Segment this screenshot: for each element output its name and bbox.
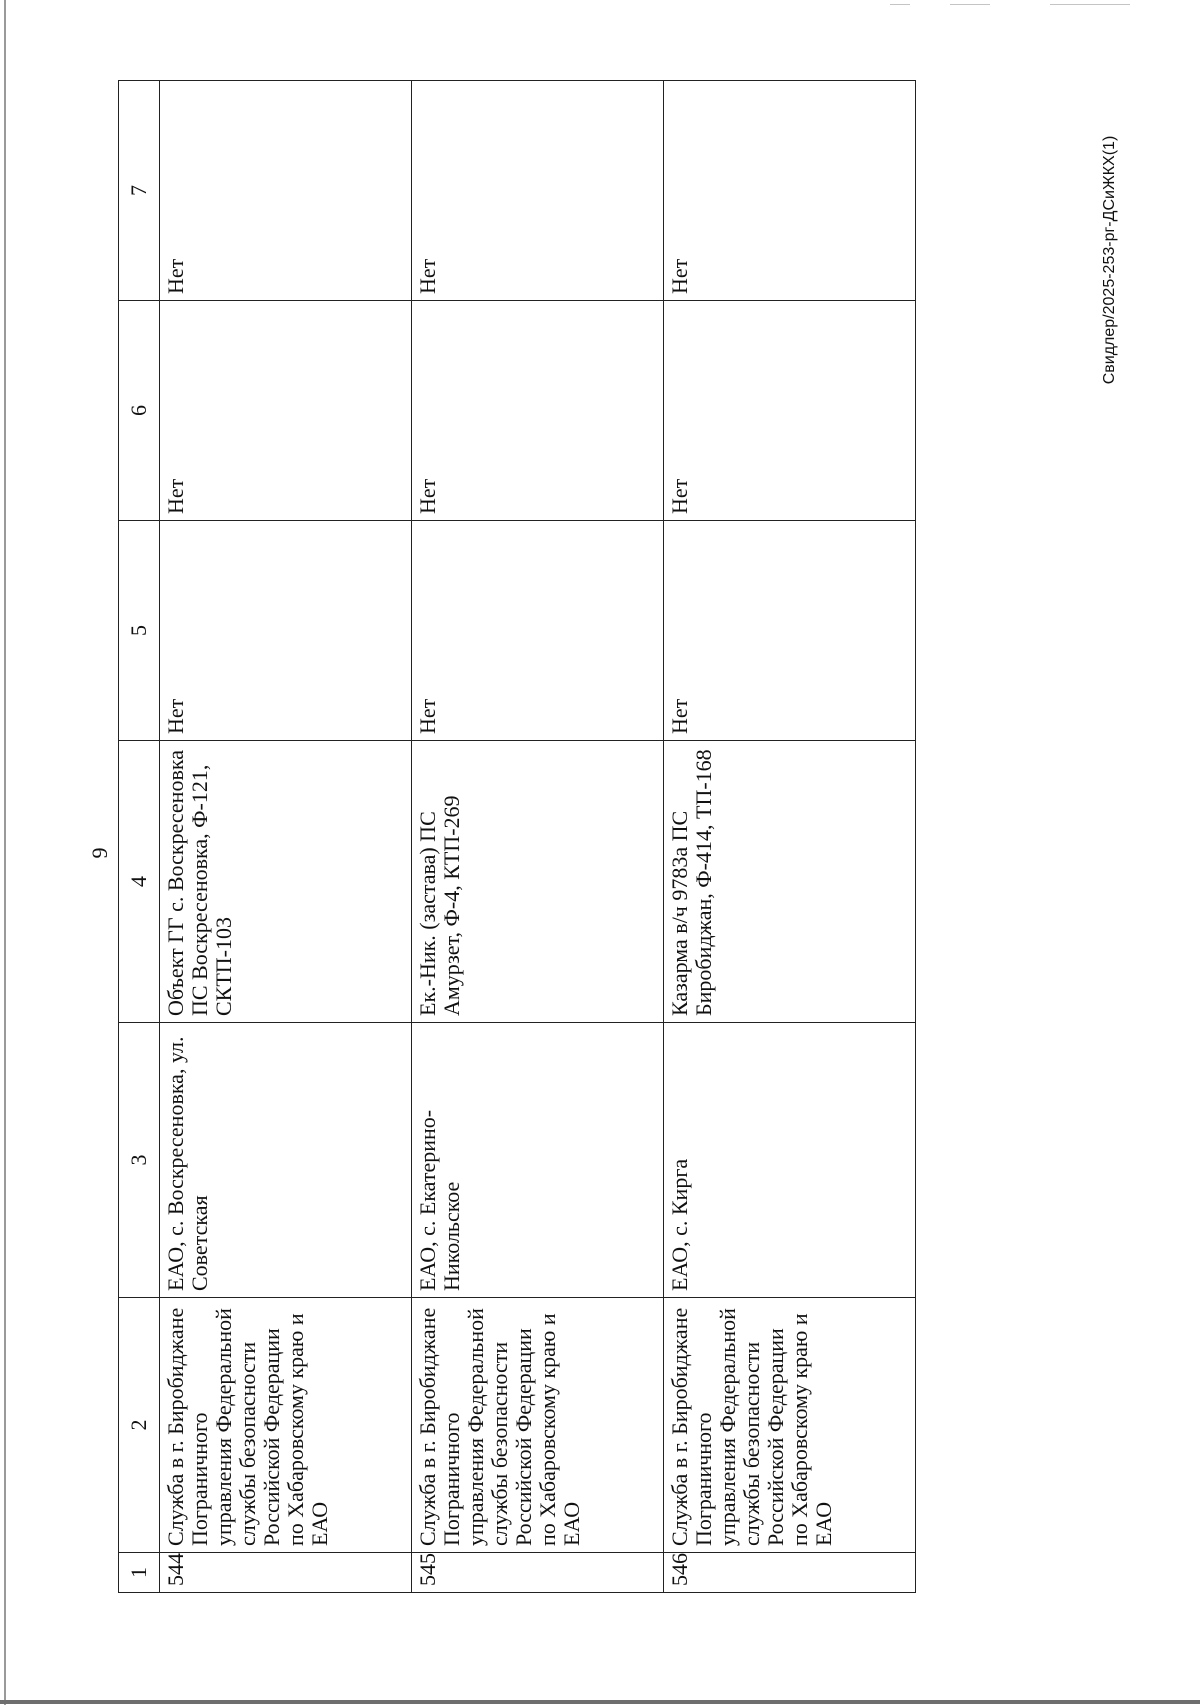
header-cell-col3: 3 <box>119 1023 160 1298</box>
registry-table <box>118 80 916 1593</box>
table-row <box>160 81 412 1593</box>
row-number-cell: 545 <box>412 1553 664 1593</box>
col5-cell: Нет <box>664 521 916 741</box>
header-cell-col4: 4 <box>119 741 160 1023</box>
col7-cell: Нет <box>160 81 412 301</box>
document-code <box>1090 0 1130 1705</box>
row-number-cell: 544 <box>160 1553 412 1593</box>
document-code-text: Свидлер/2025-253-рг-ДСиЖКХ(1) <box>1101 135 1118 385</box>
page-number: 9 <box>87 847 112 859</box>
col5-cell: Нет <box>412 521 664 741</box>
col7-cell: Нет <box>664 81 916 301</box>
scan-artifact <box>950 4 990 5</box>
object-cell: Объект ГГ с. Воскресеновка ПС Воскресеновка, Ф-121, СКТП-103 <box>160 741 412 1023</box>
table-row <box>664 81 916 1593</box>
scan-left-edge <box>4 0 6 1705</box>
col5-cell: Нет <box>160 521 412 741</box>
row-number-cell: 546 <box>664 1553 916 1593</box>
scan-bottom-edge <box>0 1700 1200 1704</box>
organization-cell: Служба в г. Биробиджане Пограничного управления Федеральной службы безопасности Российской Федерации по Хабаровскому краю и ЕАО <box>412 1298 664 1553</box>
header-cell-col1: 1 <box>119 1553 160 1593</box>
header-cell-col6: 6 <box>119 301 160 521</box>
col7-cell: Нет <box>412 81 664 301</box>
rotated-table-container <box>118 81 930 1593</box>
header-cell-col2: 2 <box>119 1298 160 1553</box>
organization-cell: Служба в г. Биробиджане Пограничного управления Федеральной службы безопасности Российской Федерации по Хабаровскому краю и ЕАО <box>160 1298 412 1553</box>
col6-cell: Нет <box>412 301 664 521</box>
col6-cell: Нет <box>160 301 412 521</box>
object-cell: Казарма в/ч 9783а ПС Биробиджан, Ф-414, ТП-168 <box>664 741 916 1023</box>
header-cell-col5: 5 <box>119 521 160 741</box>
address-cell: ЕАО, с. Кирга <box>664 1023 916 1298</box>
organization-cell: Служба в г. Биробиджане Пограничного управления Федеральной службы безопасности Российской Федерации по Хабаровскому краю и ЕАО <box>664 1298 916 1553</box>
header-row <box>119 81 160 1593</box>
col6-cell: Нет <box>664 301 916 521</box>
table-row <box>412 81 664 1593</box>
address-cell: ЕАО, с. Воскресеновка, ул. Советская <box>160 1023 412 1298</box>
scan-artifact <box>890 4 910 5</box>
object-cell: Ек.-Ник. (застава) ПС Амурзет, Ф-4, КТП-269 <box>412 741 664 1023</box>
address-cell: ЕАО, с. Екатерино- Никольское <box>412 1023 664 1298</box>
header-cell-col7: 7 <box>119 81 160 301</box>
